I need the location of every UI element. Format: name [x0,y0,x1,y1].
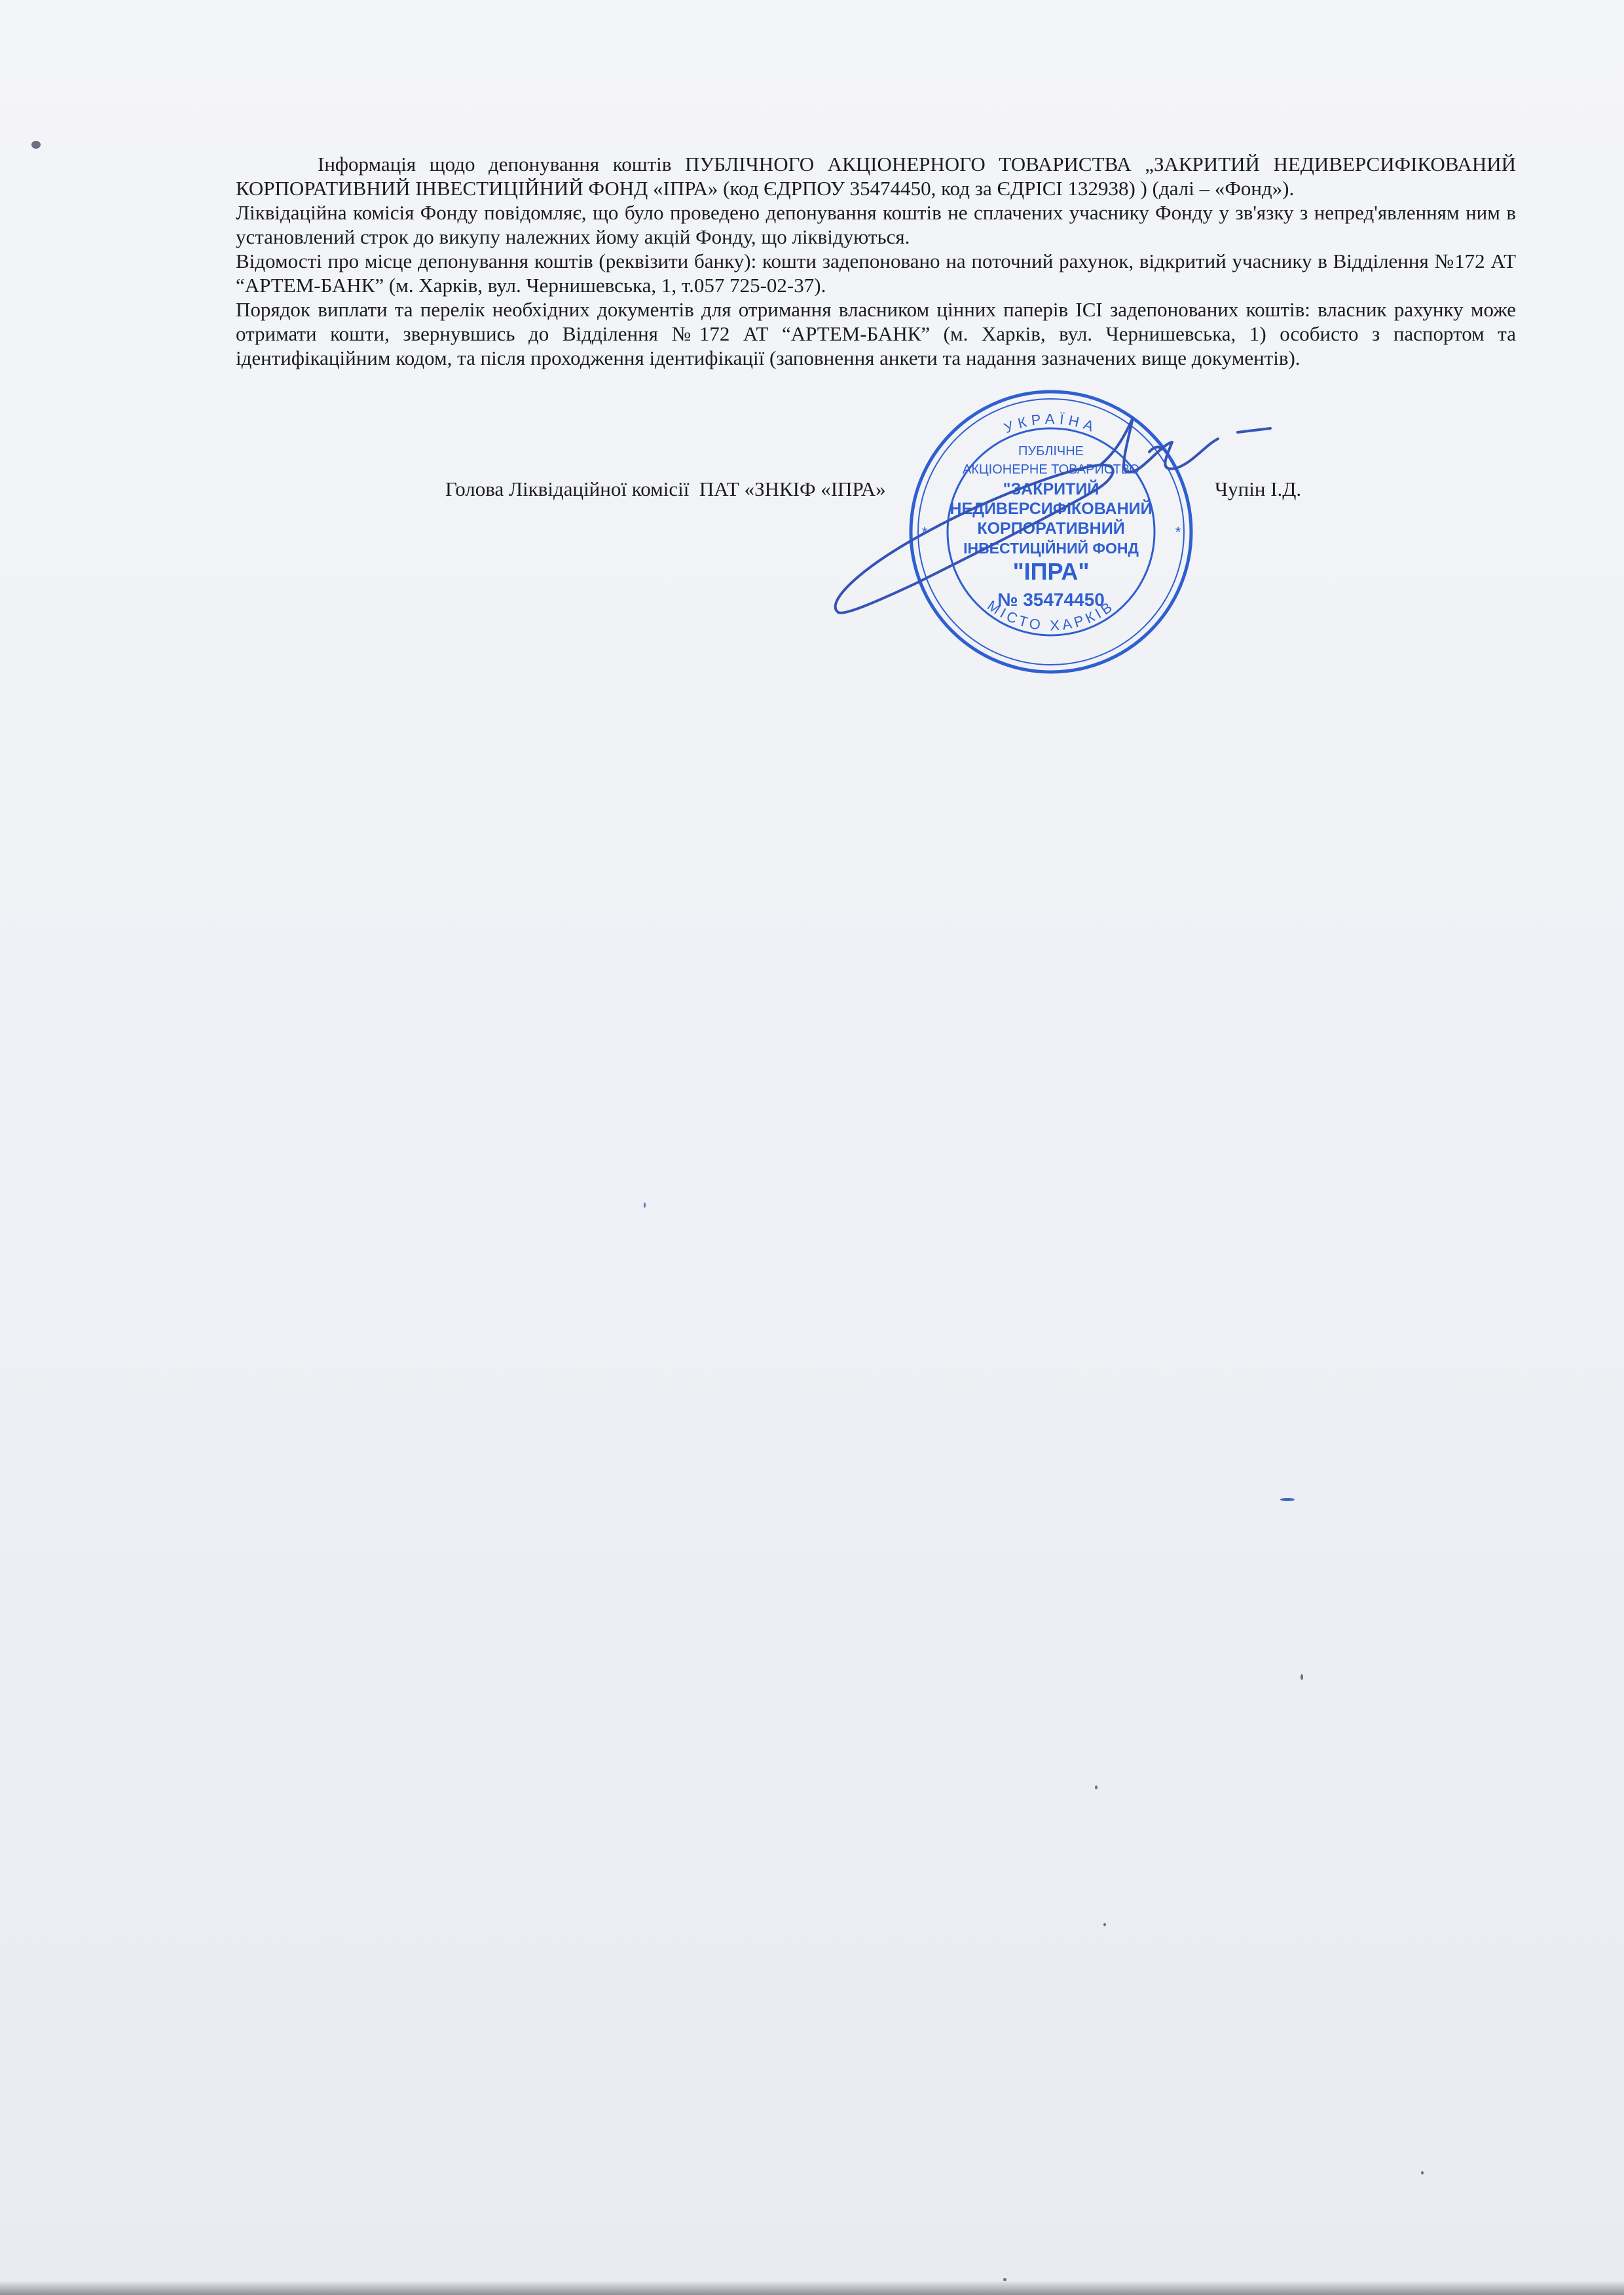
seal-line-3: "ЗАКРИТИЙ [1003,480,1099,498]
seal-line-6: ІНВЕСТИЦІЙНИЙ ФОНД [963,540,1139,557]
notice-paragraph-procedure: Порядок виплати та перелік необхідних документів для отримання власником цінних паперів ІСІ задепонованих коштів: власник рахунку може отримати кошти, звернувшись до Відділення №172 АТ “АРТЕМ-БАНК” (м. Харків, вул. Чернишевська, 1) особисто з паспортом та ідентифікаційним кодом, та після проходження ідентифікації (заповнення анкети та надання зазначених вище документів). [236,298,1516,369]
scan-speck [644,1203,646,1208]
notice-paragraph-intro: Інформація щодо депонування коштів ПУБЛІЧНОГО АКЦІОНЕРНОГО ТОВАРИСТВА „ЗАКРИТИЙ НЕДИВЕРСИФІКОВАНИЙ КОРПОРАТИВНИЙ ІНВЕСТИЦІЙНИЙ ФОНД «ІПРА» (код ЄДРПОУ 35474450, код за ЄДРІСІ 132938) ) (далі – «Фонд»). [236,153,1516,200]
seal-line-8: № 35474450 [997,589,1105,610]
scan-speck [1103,1923,1106,1926]
scan-speck [31,141,41,149]
seal-line-5: КОРПОРАТИВНИЙ [977,519,1125,538]
seal-bottom-arc-text: МІСТО ХАРКІВ [984,597,1118,634]
seal-line-4: НЕДИВЕРСИФІКОВАНИЙ [950,500,1153,518]
seal-star-left: * [921,524,928,540]
seal-line-7: "ІПРА" [1012,558,1090,585]
scan-speck [1301,1674,1303,1680]
seal-top-arc-text: УКРАЇНА [1001,410,1101,437]
signatory-name: Чупін І.Д. [1215,477,1302,500]
notice-paragraph-bank-details: Відомості про місце депонування коштів (реквізити банку): кошти задепоновано на поточний рахунок, відкритий учаснику в Відділення №172 АТ “АРТЕМ-БАНК” (м. Харків, вул. Чернишевська, 1, т.057 725-02-37). [236,250,1516,297]
signatory-position: Голова Ліквідаційної комісії ПАТ «ЗНКІФ «ІПРА» [445,477,886,500]
scan-bottom-edge [0,2281,1624,2295]
scan-speck [1280,1498,1295,1501]
seal-line-2: АКЦІОНЕРНЕ ТОВАРИСТВО [962,462,1140,477]
seal-star-right: * [1175,524,1181,540]
notice-paragraph-deposit: Ліквідаційна комісія Фонду повідомляє, що було проведено депонування коштів не сплачених учаснику Фонду у зв'язку з непред'явленням ним в установлений строк до викупу належних йому акцій Фонду, що ліквідуються. [236,201,1516,248]
notice-body [236,152,1516,370]
handwritten-signature [819,406,1290,622]
scan-speck [1095,1785,1098,1789]
seal-line-1: ПУБЛІЧНЕ [1018,444,1084,458]
scan-speck [1421,2171,1424,2174]
